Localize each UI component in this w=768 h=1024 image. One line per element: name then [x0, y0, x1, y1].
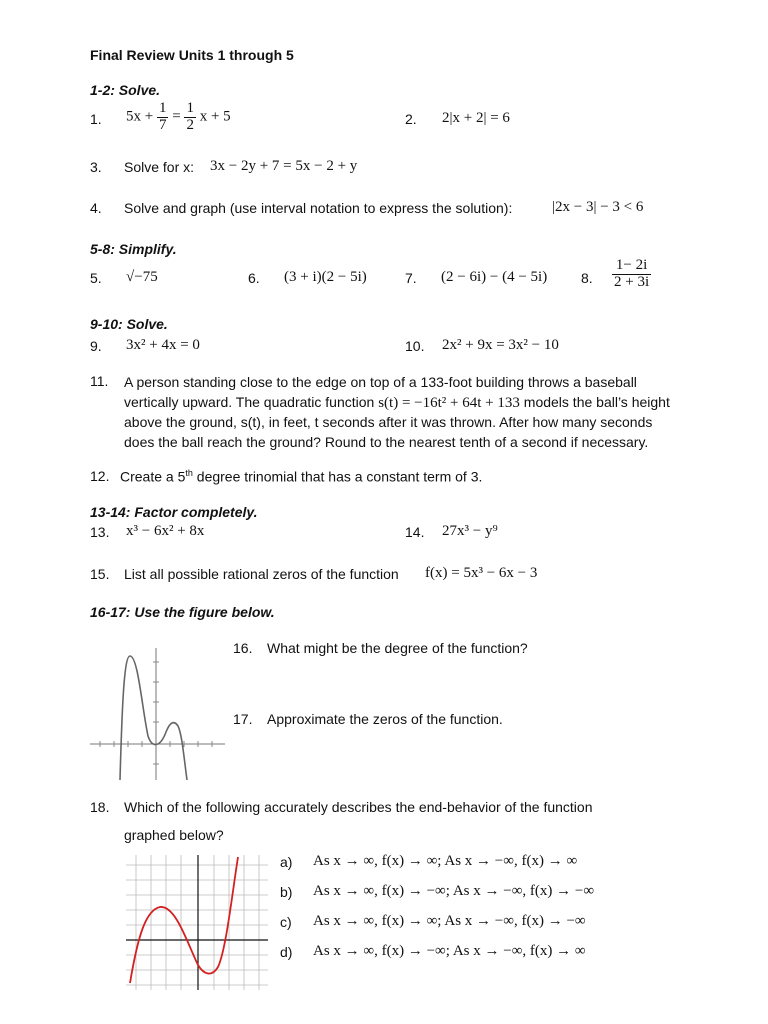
problem-2-equation: 2|x + 2| = 6 [442, 110, 510, 126]
cubic-graph-18 [126, 855, 268, 990]
problem-17-text: Approximate the zeros of the function. [267, 711, 503, 727]
problem-1-number: 1. [90, 111, 102, 127]
problem-7-number: 7. [405, 270, 417, 286]
problem-10-equation: 2x² + 9x = 3x² − 10 [442, 337, 559, 353]
polynomial-graph-16-17 [90, 648, 225, 780]
problem-11-number: 11. [90, 373, 109, 389]
problem-7-expression: (2 − 6i) − (4 − 5i) [441, 269, 548, 285]
fraction-denominator: 7 [158, 116, 167, 133]
problem-3-text: Solve for x: [124, 159, 195, 175]
problem-13-number: 13. [90, 524, 110, 540]
problem-9-number: 9. [90, 338, 102, 354]
problem-11-line-2b: models the ball’s height [523, 393, 670, 410]
problem-13-expression: x³ − 6x² + 8x [126, 523, 205, 539]
problem-11-line-4: does the ball reach the ground? Round to the nearest tenth of a second if necessary. [124, 433, 649, 450]
choice-d-text[interactable]: As x → ∞, f(x) → −∞; As x → −∞, f(x) → ∞ [313, 943, 586, 959]
problem-11-line-1: A person standing close to the edge on top of a 133-foot building throws a baseball [124, 374, 637, 390]
section-heading-13-14: 13-14: Factor completely. [90, 504, 258, 520]
problem-4-text: Solve and graph (use interval notation to express the solution): [124, 200, 513, 216]
problem-11-line-2a: vertically upward. The quadratic function [124, 393, 375, 410]
problem-6-number: 6. [248, 270, 260, 286]
problem-16-number: 16. [233, 640, 253, 656]
choice-b-letter[interactable]: b) [280, 884, 293, 900]
fraction-1-7 [157, 101, 169, 134]
problem-11-text [124, 373, 734, 452]
problem-14-expression: 27x³ − y⁹ [442, 523, 498, 539]
fraction-numerator: 1− 2i [612, 258, 651, 275]
superscript-th: th [185, 468, 193, 478]
problem-9-equation: 3x² + 4x = 0 [126, 337, 200, 353]
problem-5-number: 5. [90, 270, 102, 286]
problem-17-number: 17. [233, 711, 253, 727]
problem-12-part-b: degree trinomial that has a constant term of 3. [192, 468, 483, 485]
fraction-numerator: 1 [158, 100, 167, 116]
problem-3-number: 3. [90, 159, 102, 175]
choice-d-letter[interactable]: d) [280, 944, 293, 960]
fraction-1-2 [184, 101, 196, 134]
grid-lines [126, 855, 268, 990]
problem-12-text [120, 468, 482, 485]
fraction-numerator: 1 [186, 100, 194, 116]
fraction-denominator: 2 + 3i [614, 273, 650, 290]
problem-11-line-3: above the ground, s(t), in feet, t seconds after it was thrown. After how many seconds [124, 414, 653, 430]
choice-c-text[interactable]: As x → ∞, f(x) → ∞; As x → −∞, f(x) → −∞ [313, 913, 586, 929]
problem-11-line-2 [124, 393, 734, 414]
problem-1-equation [126, 101, 231, 134]
problem-4-equation: |2x − 3| − 3 < 6 [552, 199, 644, 215]
choice-c-letter[interactable]: c) [280, 914, 292, 930]
problem-10-number: 10. [405, 338, 425, 354]
problem-3-equation: 3x − 2y + 7 = 5x − 2 + y [210, 158, 358, 174]
page-title: Final Review Units 1 through 5 [90, 47, 294, 63]
fraction-denominator: 2 [186, 116, 194, 133]
equals-sign: = [172, 108, 181, 125]
choice-b-text[interactable]: As x → ∞, f(x) → −∞; As x → −∞, f(x) → −∞ [313, 883, 595, 899]
choice-a-letter[interactable]: a) [280, 854, 293, 870]
problem-5-expression: √−75 [126, 269, 158, 285]
problem-4-number: 4. [90, 200, 102, 216]
problem-6-expression: (3 + i)(2 − 5i) [284, 269, 367, 285]
quadratic-function: s(t) = −16t² + 64t + 133 [378, 394, 520, 411]
problem-8-expression [612, 258, 651, 291]
problem-18-line-1: Which of the following accurately describes the end-behavior of the function [124, 799, 593, 815]
section-heading-16-17: 16-17: Use the figure below. [90, 604, 275, 620]
problem-12-number: 12. [90, 468, 110, 484]
problem-1-right: x + 5 [199, 108, 231, 125]
cubic-curve [130, 857, 238, 983]
problem-12-part-a: Create a 5 [120, 468, 186, 485]
problem-15-number: 15. [90, 566, 110, 582]
problem-2-number: 2. [405, 111, 417, 127]
section-heading-5-8: 5-8: Simplify. [90, 241, 177, 257]
polynomial-curve [120, 656, 187, 780]
problem-8-number: 8. [581, 270, 593, 286]
problem-18-line-2: graphed below? [124, 827, 224, 843]
problem-16-text: What might be the degree of the function? [267, 640, 528, 656]
fraction-complex [612, 258, 651, 291]
problem-15-text: List all possible rational zeros of the function [124, 566, 399, 582]
choice-a-text[interactable]: As x → ∞, f(x) → ∞; As x → −∞, f(x) → ∞ [313, 853, 578, 869]
section-heading-1-2: 1-2: Solve. [90, 82, 161, 98]
problem-1-left: 5x + [126, 108, 154, 125]
problem-18-number: 18. [90, 799, 110, 815]
section-heading-9-10: 9-10: Solve. [90, 316, 168, 332]
problem-14-number: 14. [405, 524, 425, 540]
problem-15-function: f(x) = 5x³ − 6x − 3 [425, 565, 538, 581]
